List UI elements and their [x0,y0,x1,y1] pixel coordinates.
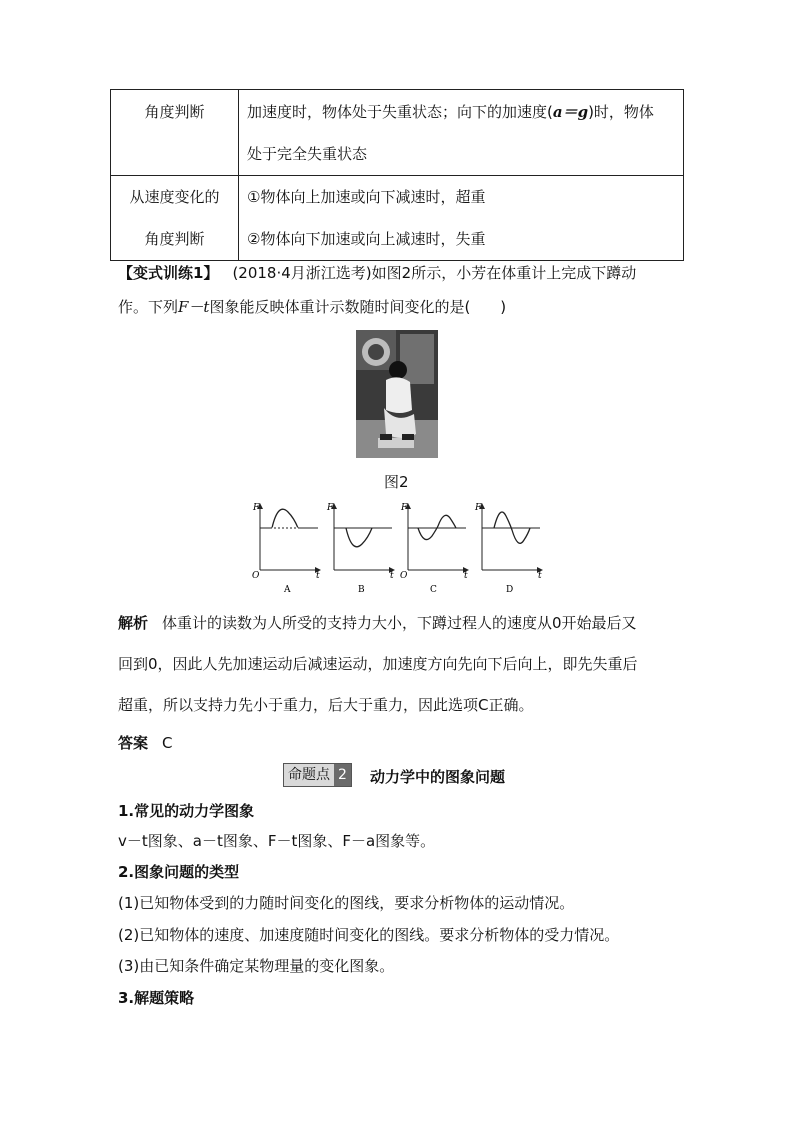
cell-text [247,91,683,133]
table-cell-left [111,176,239,261]
axis-label-t: t [390,571,394,581]
section-badge [283,763,352,787]
table-cell-right [239,176,684,261]
problem-type-2: (2)已知物体的速度、加速度随时间变化的图线。要求分析物体的受力情况。 [118,926,620,944]
problem-type-1: (1)已知物体受到的力随时间变化的图线，要求分析物体的运动情况。 [118,894,575,912]
axis-label-f: F [475,503,482,513]
solution-line-3: 超重，所以支持力先小于重力，后大于重力，因此选项C正确。 [118,696,534,714]
axis-label-t: t [538,571,542,581]
problem-type-3: (3)由已知条件确定某物理量的变化图象。 [118,957,395,975]
judgement-table [110,89,684,261]
graph-option-b[interactable] [326,503,394,595]
heading-problem-types: 2.图象问题的类型 [118,863,240,881]
exercise-line-1 [118,262,636,283]
exercise-text: 图象能反映体重计示数随时间变化的是( ) [209,298,507,316]
cell-text: ①物体向上加速或向下减速时，超重 [247,188,486,206]
exercise-text: 如图2所示，小芳在体重计上完成下蹲动 [371,264,637,282]
formula-a-equals-g: a＝g [552,103,589,121]
option-label-d: D [506,585,514,595]
cell-text-part: 加速度时，物体处于失重状态；向下的加速度( [247,103,553,121]
solution-line-2: 回到0，因此人先加速运动后减速运动，加速度方向先向下后向上，即先失重后 [118,655,638,673]
option-label-b: B [358,585,365,595]
heading-strategy: 3.解题策略 [118,989,195,1007]
section-title: 动力学中的图象问题 [370,768,506,786]
axis-label-o: O [400,571,408,581]
axis-label-f: F [327,503,334,513]
solution-label: 解析 [118,614,149,632]
graph-option-a[interactable] [252,503,320,595]
cell-text-part: )时，物体 [588,103,654,121]
ft-graph-options [250,498,550,598]
table-row [111,176,684,261]
exercise-source: (2018·4月浙江选考) [232,264,372,282]
exercise-variable: F－t [178,298,210,316]
option-label-a: A [284,585,291,595]
cell-text: ②物体向下加速或向上减速时，失重 [247,230,486,248]
exercise-text: 作。下列 [118,298,179,316]
answer-line [118,732,173,753]
exercise-label: 【变式训练1】 [118,264,219,282]
table-cell-left [111,90,239,176]
axis-label-f: F [401,503,408,513]
axis-label-f: F [253,503,260,513]
solution-line-1 [118,612,637,633]
cell-text: 从速度变化的 [129,188,220,206]
heading-common-graphs: 1.常见的动力学图象 [118,802,255,820]
section-badge-label: 命题点 [284,764,334,786]
axis-label-o: O [252,571,260,581]
table-row [111,90,684,176]
table-cell-right [239,90,684,176]
cell-text: 角度判断 [144,230,205,248]
cell-text: 角度判断 [144,103,205,121]
answer-value: C [162,734,173,752]
axis-label-t: t [464,571,468,581]
graph-list: v－t图象、a－t图象、F－t图象、F－a图象等。 [118,832,436,850]
section-badge-number: 2 [334,764,351,786]
graph-option-c[interactable] [400,503,468,595]
solution-text: 体重计的读数为人所受的支持力大小，下蹲过程人的速度从0开始最后又 [162,614,637,632]
graph-option-d[interactable] [474,503,542,595]
figure-caption: 图2 [384,473,409,491]
cell-text: 处于完全失重状态 [247,145,368,163]
axis-label-t: t [316,571,320,581]
exercise-line-2 [118,296,506,317]
photo-drawing [356,330,438,458]
option-label-c: C [430,585,437,595]
answer-label: 答案 [118,734,149,752]
squat-photo [356,330,438,458]
